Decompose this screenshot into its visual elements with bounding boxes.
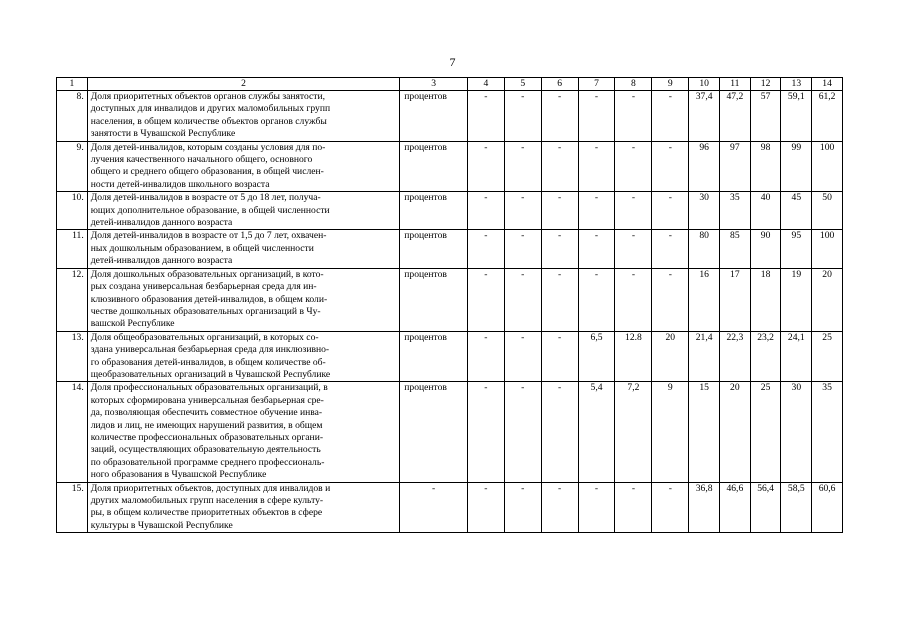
- indicator-name-line: Доля детей-инвалидов, которым созданы условия для по-: [90, 141, 326, 153]
- column-header: 10: [689, 78, 720, 91]
- column-header: 7: [578, 78, 615, 91]
- value-cell: 96: [689, 141, 720, 192]
- value-cell: -: [504, 382, 541, 482]
- value-cell: 7,2: [615, 382, 652, 482]
- value-cell: -: [541, 230, 578, 268]
- value-cell: 100: [812, 141, 843, 192]
- value-cell: 20: [812, 268, 843, 331]
- value-cell: -: [467, 331, 504, 382]
- value-cell: 18: [750, 268, 781, 331]
- unit-cell: -: [400, 482, 468, 533]
- value-cell: -: [652, 230, 689, 268]
- value-cell: -: [578, 141, 615, 192]
- value-cell: -: [578, 192, 615, 230]
- value-cell: 46,6: [719, 482, 750, 533]
- value-cell: 95: [781, 230, 812, 268]
- indicator-name-line: по образовательной программе среднего профессиональ-: [90, 456, 325, 468]
- table-row: [57, 141, 843, 192]
- indicator-name-line: доступных для инвалидов и других маломобильных групп: [90, 103, 331, 115]
- row-number: 15.: [57, 482, 88, 533]
- value-cell: 47,2: [719, 91, 750, 142]
- value-cell: 50: [812, 192, 843, 230]
- indicators-table: [56, 77, 843, 533]
- value-cell: 16: [689, 268, 720, 331]
- indicator-name-line: населения, в общем количестве объектов органов службы: [90, 115, 327, 127]
- value-cell: 35: [719, 192, 750, 230]
- indicator-name-line: заций, осуществляющих образовательную деятельность: [90, 444, 321, 456]
- indicator-name-line: го образования детей-инвалидов, в общем количестве об-: [90, 356, 326, 368]
- value-cell: 22,3: [719, 331, 750, 382]
- table-row: [57, 331, 843, 382]
- value-cell: 5,4: [578, 382, 615, 482]
- indicator-name-line: количестве профессиональных образовательных органи-: [90, 431, 324, 443]
- indicator-name-line: честве дошкольных образовательных организаций в Чу-: [90, 305, 321, 317]
- value-cell: 90: [750, 230, 781, 268]
- indicator-name-line: Доля профессиональных образовательных организаций, в: [90, 382, 328, 394]
- value-cell: 59,1: [781, 91, 812, 142]
- value-cell: 25: [812, 331, 843, 382]
- value-cell: -: [578, 268, 615, 331]
- column-header: 5: [504, 78, 541, 91]
- value-cell: -: [578, 91, 615, 142]
- indicator-name-line: рых создана универсальная безбарьерная среда для ин-: [90, 281, 317, 293]
- value-cell: 85: [719, 230, 750, 268]
- column-header: 1: [57, 78, 88, 91]
- value-cell: -: [541, 192, 578, 230]
- table-body: [57, 91, 843, 533]
- indicator-name-line: Доля детей-инвалидов в возрасте от 1,5 до 7 лет, охвачен-: [90, 230, 327, 242]
- value-cell: 19: [781, 268, 812, 331]
- column-header: 2: [87, 78, 400, 91]
- indicator-name: [87, 91, 400, 142]
- table-row: [57, 230, 843, 268]
- indicator-name: [87, 331, 400, 382]
- table-row: [57, 482, 843, 533]
- column-header: 8: [615, 78, 652, 91]
- indicator-name: [87, 192, 400, 230]
- value-cell: 58,5: [781, 482, 812, 533]
- indicator-name-line: щеобразовательных организаций в Чувашской Республике: [90, 368, 331, 380]
- value-cell: 6,5: [578, 331, 615, 382]
- indicator-name-line: Доля приоритетных объектов органов службы занятости,: [90, 91, 326, 102]
- indicator-name-line: вашской Республике: [90, 318, 175, 330]
- value-cell: -: [652, 268, 689, 331]
- row-number: 9.: [57, 141, 88, 192]
- indicator-name-line: детей-инвалидов данного возраста: [90, 255, 233, 267]
- indicator-name-line: Доля детей-инвалидов в возрасте от 5 до 18 лет, получа-: [90, 192, 321, 204]
- value-cell: -: [578, 230, 615, 268]
- value-cell: -: [504, 331, 541, 382]
- column-header: 4: [467, 78, 504, 91]
- row-number: 11.: [57, 230, 88, 268]
- value-cell: 17: [719, 268, 750, 331]
- column-header: 12: [750, 78, 781, 91]
- indicator-name-line: клюзивного образования детей-инвалидов, в общем коли-: [90, 293, 328, 305]
- row-number: 8.: [57, 91, 88, 142]
- indicator-name-line: других маломобильных групп населения в сфере культу-: [90, 495, 324, 506]
- value-cell: 30: [689, 192, 720, 230]
- value-cell: 21,4: [689, 331, 720, 382]
- table-row: [57, 268, 843, 331]
- indicator-name-line: да, позволяющая обеспечить совместное обучение инва-: [90, 407, 323, 419]
- value-cell: -: [467, 91, 504, 142]
- value-cell: -: [615, 141, 652, 192]
- value-cell: -: [615, 192, 652, 230]
- indicator-name: [87, 268, 400, 331]
- value-cell: 61,2: [812, 91, 843, 142]
- indicator-name: [87, 230, 400, 268]
- indicator-name: [87, 141, 400, 192]
- value-cell: 30: [781, 382, 812, 482]
- value-cell: 37,4: [689, 91, 720, 142]
- value-cell: 35: [812, 382, 843, 482]
- unit-cell: процентов: [400, 331, 468, 382]
- column-header: 3: [400, 78, 468, 91]
- row-number: 10.: [57, 192, 88, 230]
- table-row: [57, 382, 843, 482]
- row-number: 13.: [57, 331, 88, 382]
- value-cell: 12.8: [615, 331, 652, 382]
- value-cell: -: [504, 268, 541, 331]
- value-cell: 100: [812, 230, 843, 268]
- value-cell: -: [467, 482, 504, 533]
- table-row: [57, 91, 843, 142]
- indicator-name-line: культуры в Чувашской Республике: [90, 519, 233, 531]
- value-cell: -: [467, 141, 504, 192]
- value-cell: 45: [781, 192, 812, 230]
- value-cell: -: [504, 141, 541, 192]
- value-cell: -: [504, 91, 541, 142]
- page-number: 7: [449, 55, 456, 69]
- value-cell: 60,6: [812, 482, 843, 533]
- value-cell: -: [504, 482, 541, 533]
- value-cell: 40: [750, 192, 781, 230]
- value-cell: 24,1: [781, 331, 812, 382]
- value-cell: -: [541, 268, 578, 331]
- value-cell: -: [467, 192, 504, 230]
- indicator-name-line: ного образования в Чувашской Республике: [90, 469, 267, 481]
- value-cell: 56,4: [750, 482, 781, 533]
- unit-cell: процентов: [400, 192, 468, 230]
- value-cell: 15: [689, 382, 720, 482]
- value-cell: 98: [750, 141, 781, 192]
- value-cell: 25: [750, 382, 781, 482]
- indicator-name-line: лучения качественного начального общего, основного: [90, 154, 313, 166]
- value-cell: -: [652, 141, 689, 192]
- unit-cell: процентов: [400, 230, 468, 268]
- indicator-name-line: общего и среднего общего образования, в общей числен-: [90, 166, 324, 178]
- value-cell: -: [467, 382, 504, 482]
- indicator-name-line: ры, в общем количестве приоритетных объектов в сфере: [90, 507, 323, 519]
- indicator-name-line: здана универсальная безбарьерная среда для инклюзивно-: [90, 344, 330, 356]
- unit-cell: процентов: [400, 141, 468, 192]
- table-header-row: [57, 78, 843, 91]
- column-header: 14: [812, 78, 843, 91]
- column-header: 9: [652, 78, 689, 91]
- value-cell: 97: [719, 141, 750, 192]
- value-cell: 57: [750, 91, 781, 142]
- column-header: 13: [781, 78, 812, 91]
- value-cell: -: [615, 230, 652, 268]
- value-cell: -: [652, 91, 689, 142]
- value-cell: 23,2: [750, 331, 781, 382]
- column-header: 6: [541, 78, 578, 91]
- unit-cell: процентов: [400, 382, 468, 482]
- unit-cell: процентов: [400, 91, 468, 142]
- value-cell: -: [541, 382, 578, 482]
- row-number: 12.: [57, 268, 88, 331]
- indicator-name: [87, 482, 400, 533]
- value-cell: 80: [689, 230, 720, 268]
- value-cell: -: [504, 230, 541, 268]
- indicator-name-line: ющих дополнительное образование, в общей численности: [90, 204, 330, 216]
- indicator-name-line: ности детей-инвалидов школьного возраста: [90, 178, 270, 190]
- unit-cell: процентов: [400, 268, 468, 331]
- indicator-name-line: лидов и лиц, не имеющих нарушений развития, в общем: [90, 419, 323, 431]
- column-header: 11: [719, 78, 750, 91]
- indicator-name: [87, 382, 400, 482]
- value-cell: -: [467, 268, 504, 331]
- indicator-name-line: занятости в Чувашской Республике: [90, 128, 236, 140]
- value-cell: -: [541, 141, 578, 192]
- table-row: [57, 192, 843, 230]
- indicator-name-line: ных дошкольным образованием, в общей численности: [90, 242, 314, 254]
- value-cell: 20: [652, 331, 689, 382]
- indicator-name-line: Доля дошкольных образовательных организаций, в кото-: [90, 268, 324, 280]
- value-cell: -: [467, 230, 504, 268]
- value-cell: -: [578, 482, 615, 533]
- value-cell: 20: [719, 382, 750, 482]
- value-cell: -: [504, 192, 541, 230]
- value-cell: -: [541, 331, 578, 382]
- value-cell: 36,8: [689, 482, 720, 533]
- value-cell: -: [652, 192, 689, 230]
- indicator-name-line: детей-инвалидов данного возраста: [90, 217, 233, 229]
- value-cell: 9: [652, 382, 689, 482]
- value-cell: -: [541, 482, 578, 533]
- value-cell: 99: [781, 141, 812, 192]
- value-cell: -: [541, 91, 578, 142]
- indicator-name-line: Доля общеобразовательных организаций, в которых со-: [90, 331, 319, 343]
- value-cell: -: [615, 91, 652, 142]
- indicator-name-line: которых сформирована универсальная безбарьерная сре-: [90, 394, 324, 406]
- value-cell: -: [615, 482, 652, 533]
- indicator-name-line: Доля приоритетных объектов, доступных для инвалидов и: [90, 482, 331, 494]
- value-cell: -: [615, 268, 652, 331]
- value-cell: -: [652, 482, 689, 533]
- row-number: 14.: [57, 382, 88, 482]
